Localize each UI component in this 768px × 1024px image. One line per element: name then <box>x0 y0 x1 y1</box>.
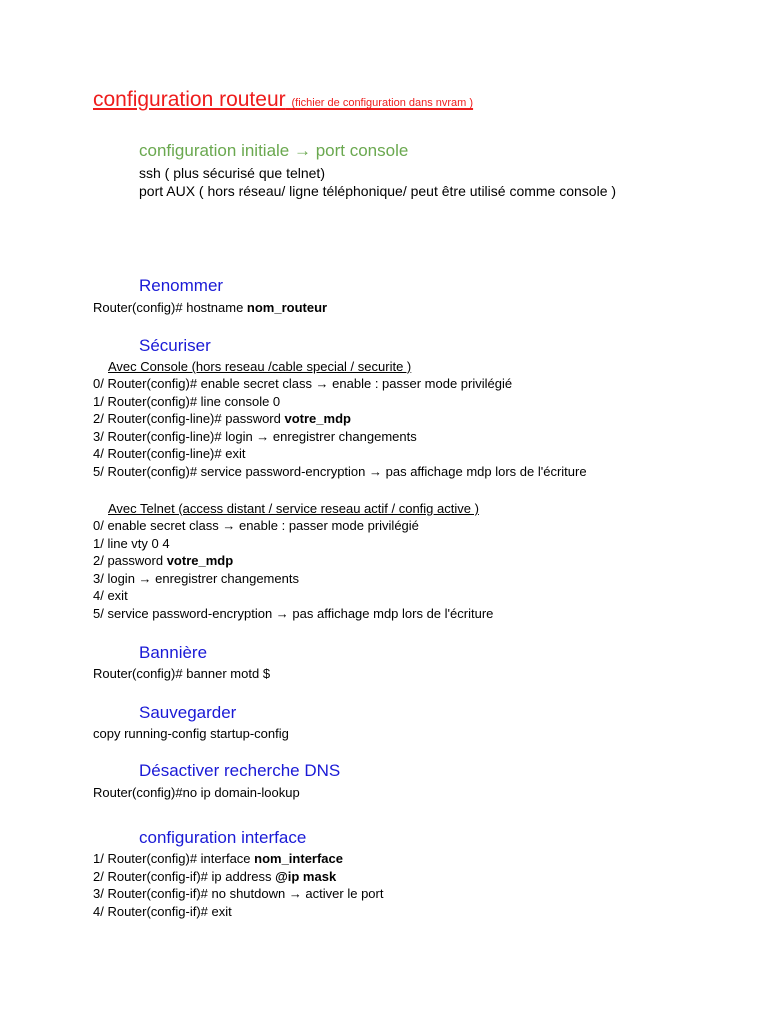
telnet-line-text: 5/ service password-encryption → pas affichage mdp lors de l'écriture <box>93 605 494 621</box>
telnet-line <box>93 517 493 535</box>
interface-lines <box>93 850 383 920</box>
console-subheading: Avec Console (hors reseau /cable special / securite ) <box>108 359 412 374</box>
intro-heading: configuration initiale → port console <box>139 141 409 160</box>
console-line-text: 3/ Router(config-line)# login → enregistrer changements <box>93 428 417 444</box>
interface-line-text: 1/ Router(config)# interface <box>93 851 255 866</box>
page-title-sub: (fichier de configuration dans nvram ) <box>291 97 474 109</box>
telnet-subheading: Avec Telnet (access distant / service reseau actif / config active ) <box>108 501 479 516</box>
telnet-line-bold: votre_mdp <box>166 553 234 568</box>
console-line-text: 5/ Router(config)# service password-encryption → pas affichage mdp lors de l'écriture <box>93 463 587 479</box>
interface-line <box>93 903 383 921</box>
console-line <box>93 428 587 446</box>
intro-lines <box>139 164 616 200</box>
console-line-bold: votre_mdp <box>284 411 351 426</box>
telnet-line <box>93 570 493 588</box>
telnet-line <box>93 535 493 553</box>
console-line-text: 1/ Router(config)# line console 0 <box>93 393 281 409</box>
heading-banniere: Bannière <box>139 643 208 662</box>
telnet-line <box>93 587 493 605</box>
heading-interface: configuration interface <box>139 828 307 847</box>
page-title <box>93 88 473 112</box>
console-line-text: 2/ Router(config-line)# password <box>93 411 285 426</box>
interface-line-bold: @ip mask <box>275 868 337 884</box>
interface-line-text: 4/ Router(config-if)# exit <box>93 903 232 919</box>
console-line <box>93 463 587 481</box>
renommer-line-text: Router(config)# hostname <box>93 300 247 315</box>
renommer-line <box>93 299 327 317</box>
console-line-text: 0/ Router(config)# enable secret class → enable : passer mode privilégié <box>93 376 513 391</box>
page-title-main: configuration routeur <box>93 88 286 111</box>
telnet-line-text: 2/ password <box>93 553 167 568</box>
renommer-line-bold: nom_routeur <box>246 300 328 315</box>
telnet-line <box>93 552 493 570</box>
telnet-line-text: 1/ line vty 0 4 <box>93 535 170 551</box>
telnet-line-text: 0/ enable secret class → enable : passer mode privilégié <box>93 518 419 533</box>
dns-line: Router(config)#no ip domain-lookup <box>93 785 300 800</box>
banniere-line: Router(config)# banner motd $ <box>93 666 271 681</box>
interface-line-text: 2/ Router(config-if)# ip address <box>93 868 276 884</box>
console-line <box>93 393 587 411</box>
sauvegarder-line: copy running-config startup-config <box>93 726 289 741</box>
interface-line <box>93 850 383 868</box>
console-line-text: 4/ Router(config-line)# exit <box>93 446 246 461</box>
console-line <box>93 445 587 463</box>
telnet-lines <box>93 517 493 622</box>
telnet-line-text: 3/ login → enregistrer changements <box>93 570 299 586</box>
heading-sauvegarder: Sauvegarder <box>139 703 237 722</box>
intro-line: ssh ( plus sécurisé que telnet) <box>139 165 325 181</box>
console-line <box>93 375 587 393</box>
heading-securiser: Sécuriser <box>139 336 211 355</box>
intro-line: port AUX ( hors réseau/ ligne téléphonique/ peut être utilisé comme console ) <box>139 183 617 199</box>
interface-line <box>93 885 383 903</box>
interface-line <box>93 868 383 886</box>
telnet-line <box>93 605 493 623</box>
heading-renommer: Renommer <box>139 276 224 295</box>
console-lines <box>93 375 587 480</box>
console-line <box>93 410 587 428</box>
telnet-line-text: 4/ exit <box>93 588 128 603</box>
interface-line-text: 3/ Router(config-if)# no shutdown → activer le port <box>93 886 384 901</box>
heading-dns: Désactiver recherche DNS <box>139 761 341 780</box>
interface-line-bold: nom_interface <box>254 851 344 866</box>
